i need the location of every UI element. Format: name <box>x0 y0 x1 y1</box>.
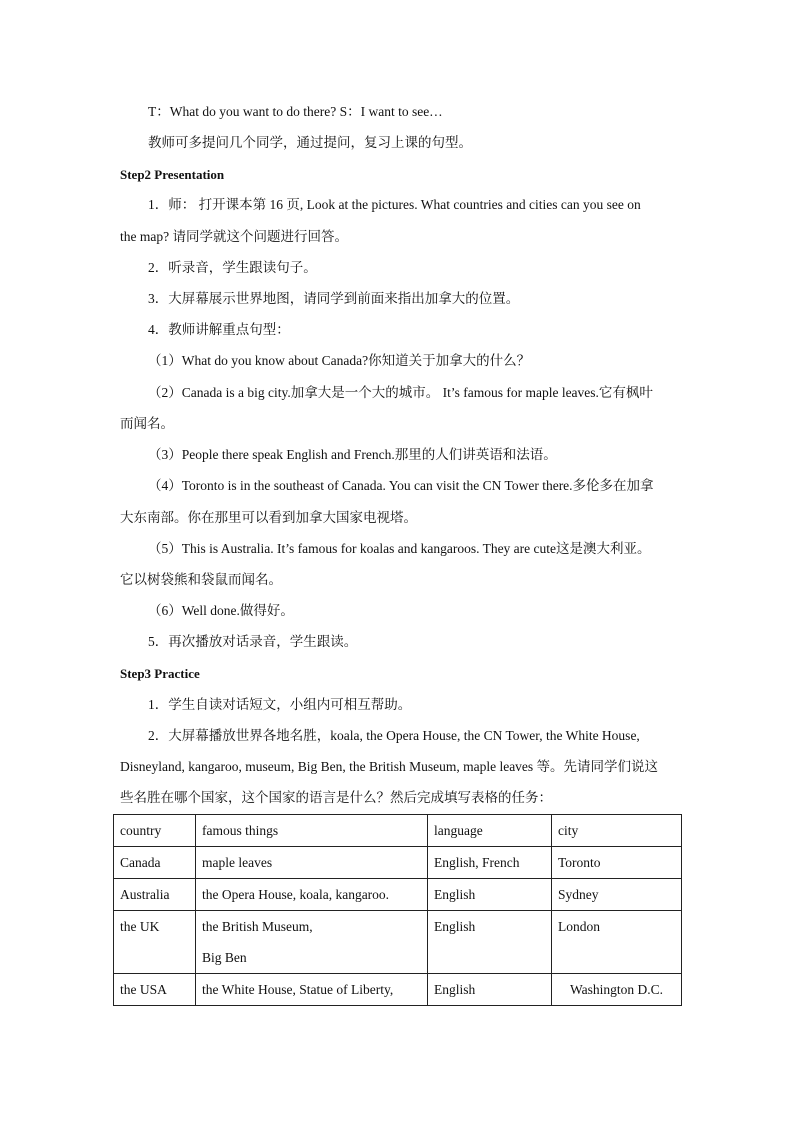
header-cell: country <box>114 815 196 847</box>
country-cell: the USA <box>114 974 196 1006</box>
header-cell: famous things <box>196 815 428 847</box>
language-cell: English <box>428 879 552 911</box>
paragraph: 2．听录音，学生跟读句子。 <box>148 260 317 275</box>
header-cell: city <box>552 815 682 847</box>
table-row <box>114 911 682 974</box>
paragraph: 4．教师讲解重点句型： <box>148 322 290 337</box>
things-cell: the White House, Statue of Liberty, <box>196 974 428 1006</box>
paragraph: Disneyland, kangaroo, museum, Big Ben, the British Museum, maple leaves 等。先请同学们说这 <box>120 759 659 774</box>
header-cell: language <box>428 815 552 847</box>
paragraph: （3）People there speak English and French.那里的人们讲英语和法语。 <box>148 447 557 462</box>
language-cell: English, French <box>428 847 552 879</box>
city-cell: Washington D.C. <box>552 974 682 1006</box>
paragraph: （4）Toronto is in the southeast of Canada. You can visit the CN Tower there.多伦多在加拿 <box>148 478 654 493</box>
paragraph: 3．大屏幕展示世界地图，请同学到前面来指出加拿大的位置。 <box>148 291 520 306</box>
things-line: Big Ben <box>202 950 247 965</box>
paragraph: （2）Canada is a big city.加拿大是一个大的城市。 It’s famous for maple leaves.它有枫叶 <box>148 385 653 400</box>
country-cell: Australia <box>114 879 196 911</box>
things-cell: maple leaves <box>196 847 428 879</box>
paragraph: （5）This is Australia. It’s famous for koalas and kangaroos. They are cute这是澳大利亚。 <box>148 541 651 556</box>
paragraph: 2．大屏幕播放世界各地名胜，koala, the Opera House, the CN Tower, the White House, <box>148 728 640 743</box>
paragraph: （1）What do you know about Canada?你知道关于加拿大的什么？ <box>148 353 531 368</box>
paragraph: 些名胜在哪个国家，这个国家的语言是什么？然后完成填写表格的任务： <box>120 790 552 805</box>
table-row <box>114 974 682 1006</box>
country-cell: Canada <box>114 847 196 879</box>
paragraph: 它以树袋熊和袋鼠而闻名。 <box>120 572 282 587</box>
paragraph: （6）Well done.做得好。 <box>148 603 294 618</box>
table-row <box>114 879 682 911</box>
table-header-row <box>114 815 682 847</box>
dialogue-line: T：What do you want to do there? S：I want to see… <box>148 104 443 119</box>
paragraph: 大东南部。你在那里可以看到加拿大国家电视塔。 <box>120 510 417 525</box>
countries-table <box>113 814 682 1006</box>
paragraph: the map? 请同学就这个问题进行回答。 <box>120 229 348 244</box>
paragraph: 教师可多提问几个同学，通过提问，复习上课的句型。 <box>148 135 472 150</box>
table-row <box>114 847 682 879</box>
city-cell: Toronto <box>552 847 682 879</box>
paragraph: 1．师： 打开课本第 16 页, Look at the pictures. What countries and cities can you see on <box>148 197 641 212</box>
country-cell: the UK <box>114 911 196 974</box>
city-cell: Sydney <box>552 879 682 911</box>
paragraph: 1．学生自读对话短文，小组内可相互帮助。 <box>148 697 412 712</box>
language-cell: English <box>428 911 552 974</box>
city-cell: London <box>552 911 682 974</box>
things-line: the British Museum, <box>202 919 313 934</box>
step-heading: Step3 Practice <box>120 666 200 681</box>
step-heading: Step2 Presentation <box>120 167 225 182</box>
paragraph: 5．再次播放对话录音，学生跟读。 <box>148 634 358 649</box>
language-cell: English <box>428 974 552 1006</box>
things-cell: the Opera House, koala, kangaroo. <box>196 879 428 911</box>
paragraph: 而闻名。 <box>120 416 174 431</box>
things-cell <box>196 911 428 974</box>
